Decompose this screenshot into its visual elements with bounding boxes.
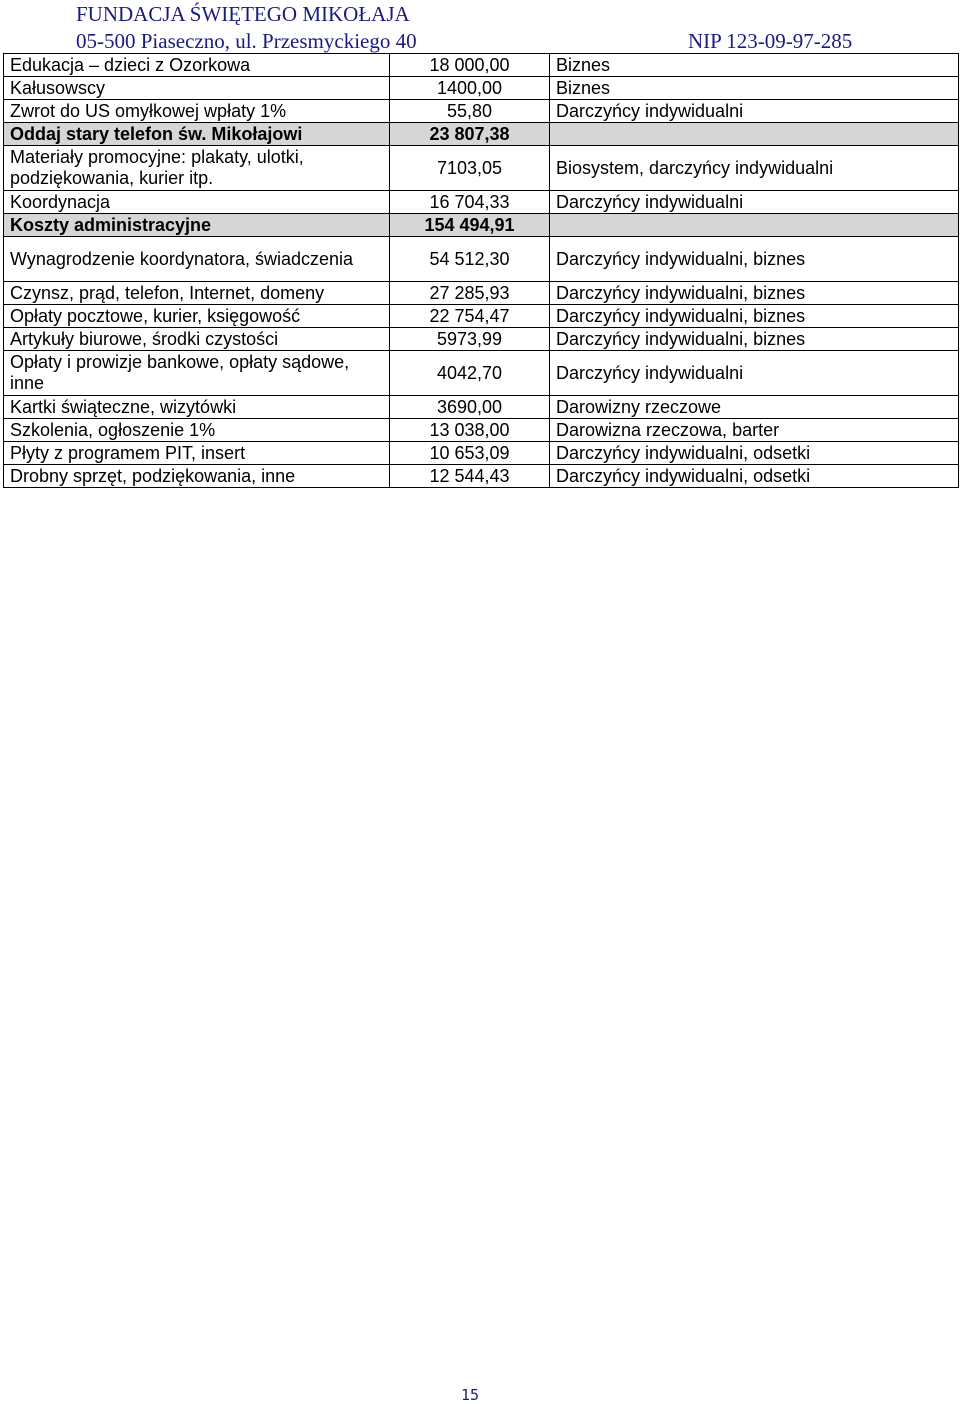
table-row [4,396,959,419]
document-header [0,0,960,56]
category-row [4,123,959,146]
organization-nip: NIP 123-09-97-285 [688,29,853,53]
cost-amount: 18 000,00 [390,54,550,77]
cost-amount: 55,80 [390,100,550,123]
table-row [4,465,959,488]
cost-source: Biznes [550,54,959,77]
category-name: Oddaj stary telefon św. Mikołajowi [4,123,390,146]
category-source [550,214,959,237]
cost-name: Koordynacja [4,191,390,214]
table-row [4,305,959,328]
category-source [550,123,959,146]
table-row [4,146,959,191]
cost-source: Darczyńcy indywidualni [550,351,959,396]
table-row [4,351,959,396]
cost-name: Szkolenia, ogłoszenie 1% [4,419,390,442]
cost-source: Darczyńcy indywidualni, odsetki [550,465,959,488]
organization-address: 05-500 Piaseczno, ul. Przesmyckiego 40 [76,29,417,53]
category-row [4,214,959,237]
cost-amount: 54 512,30 [390,237,550,282]
cost-amount: 10 653,09 [390,442,550,465]
table-row [4,442,959,465]
table-row [4,191,959,214]
cost-amount: 22 754,47 [390,305,550,328]
category-name: Koszty administracyjne [4,214,390,237]
cost-name: Artykuły biurowe, środki czystości [4,328,390,351]
cost-name: Edukacja – dzieci z Ozorkowa [4,54,390,77]
table-row [4,77,959,100]
cost-name: Opłaty pocztowe, kurier, księgowość [4,305,390,328]
cost-amount: 1400,00 [390,77,550,100]
cost-amount: 27 285,93 [390,282,550,305]
cost-source: Darczyńcy indywidualni [550,191,959,214]
cost-source: Biosystem, darczyńcy indywidualni [550,146,959,191]
cost-amount: 3690,00 [390,396,550,419]
cost-source: Darczyńcy indywidualni, odsetki [550,442,959,465]
cost-amount: 7103,05 [390,146,550,191]
cost-name: Materiały promocyjne: plakaty, ulotki, podziękowania, kurier itp. [4,146,390,191]
table-row [4,282,959,305]
table-row [4,328,959,351]
cost-source: Darczyńcy indywidualni, biznes [550,282,959,305]
page-number: 15 [460,1386,480,1404]
cost-name: Kartki świąteczne, wizytówki [4,396,390,419]
cost-table [3,53,959,488]
cost-amount: 13 038,00 [390,419,550,442]
cost-amount: 12 544,43 [390,465,550,488]
cost-source: Darowizna rzeczowa, barter [550,419,959,442]
table-row [4,100,959,123]
cost-amount: 4042,70 [390,351,550,396]
cost-name: Drobny sprzęt, podziękowania, inne [4,465,390,488]
cost-source: Darczyńcy indywidualni, biznes [550,328,959,351]
cost-name: Kałusowscy [4,77,390,100]
cost-source: Biznes [550,77,959,100]
cost-source: Darczyńcy indywidualni, biznes [550,237,959,282]
table-row [4,237,959,282]
table-row [4,54,959,77]
organization-name: FUNDACJA ŚWIĘTEGO MIKOŁAJA [76,2,410,26]
cost-source: Darczyńcy indywidualni, biznes [550,305,959,328]
category-amount: 23 807,38 [390,123,550,146]
cost-amount: 5973,99 [390,328,550,351]
cost-name: Płyty z programem PIT, insert [4,442,390,465]
cost-name: Czynsz, prąd, telefon, Internet, domeny [4,282,390,305]
cost-name: Zwrot do US omyłkowej wpłaty 1% [4,100,390,123]
cost-name: Opłaty i prowizje bankowe, opłaty sądowe, inne [4,351,390,396]
cost-source: Darczyńcy indywidualni [550,100,959,123]
cost-amount: 16 704,33 [390,191,550,214]
category-amount: 154 494,91 [390,214,550,237]
table-row [4,419,959,442]
cost-name: Wynagrodzenie koordynatora, świadczenia [4,237,390,282]
cost-source: Darowizny rzeczowe [550,396,959,419]
